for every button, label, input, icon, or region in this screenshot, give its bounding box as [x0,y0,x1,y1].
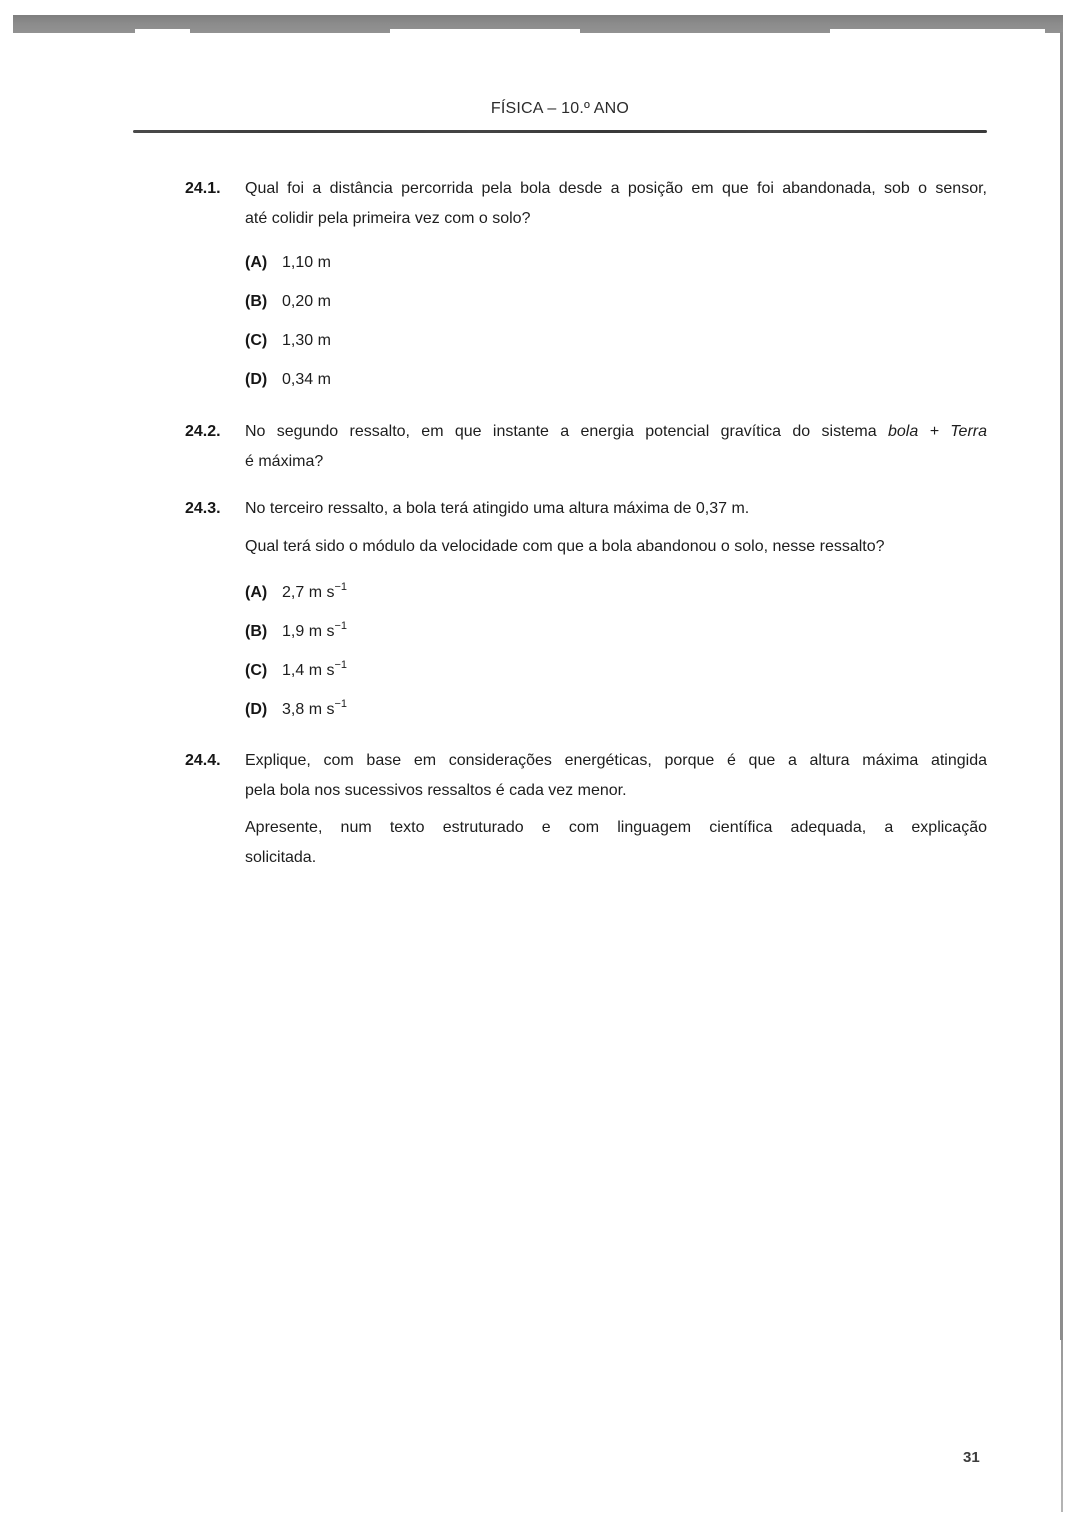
option-a [245,578,987,608]
option-value: 1,4 m s [282,662,335,679]
question-24-1-options [185,248,987,404]
question-text-line: Qual terá sido o módulo da velocidade com que a bola abandonou o solo, nesse ressalto? [245,538,885,555]
question-text-line: até colidir pela primeira vez com o solo? [245,210,531,227]
question-text-line: solicitada. [245,849,317,866]
question-text-line: Qual foi a distância percorrida pela bola desde a posição em que foi abandonada, sob o sensor, [245,180,987,197]
question-number: 24.2. [185,423,221,440]
question-24-1 [185,174,987,234]
question-number: 24.3. [185,500,221,517]
option-exponent: −1 [334,619,348,632]
question-text [245,494,987,524]
scan-bar-notch [135,29,190,33]
option-value: 1,9 m s [282,623,335,640]
question-text [245,746,987,806]
scan-right-edge-line [1061,1340,1063,1512]
scan-right-edge-line [1060,32,1063,1340]
option-d [245,695,987,725]
question-text-italic-segment: bola + Terra [887,423,988,440]
option-label: (C) [245,662,268,679]
question-24-2 [185,417,987,477]
option-b [245,287,987,317]
question-number: 24.4. [185,752,221,769]
question-24-4-followup [185,813,987,873]
option-value: 0,34 m [282,371,331,388]
option-label: (B) [245,623,268,640]
question-text-line: é máxima? [245,453,324,470]
question-text-segment: No segundo ressalto, em que instante a energia potencial gravítica do sistema [245,423,888,440]
question-text-line: pela bola nos sucessivos ressaltos é cada vez menor. [245,782,627,799]
option-value: 1,10 m [282,254,331,271]
question-text-line: No terceiro ressalto, a bola terá atingido uma altura máxima de 0,37 m. [245,500,750,517]
question-24-3-options [185,578,987,734]
scan-bar-notch [830,29,1045,33]
option-exponent: −1 [334,697,348,710]
option-label: (D) [245,701,268,718]
question-text-line: Apresente, num texto estruturado e com linguagem científica adequada, a explicação [245,819,987,836]
option-label: (C) [245,332,268,349]
question-text [245,417,987,477]
option-label: (A) [245,584,268,601]
question-number: 24.1. [185,180,221,197]
header-divider-rule [133,130,987,133]
page-number: 31 [963,1449,980,1466]
option-c [245,326,987,356]
option-exponent: −1 [334,658,348,671]
option-value: 1,30 m [282,332,331,349]
question-24-4 [185,746,987,806]
question-24-3-followup [185,532,987,562]
option-b [245,617,987,647]
option-label: (A) [245,254,268,271]
option-value: 2,7 m s [282,584,335,601]
option-value: 3,8 m s [282,701,335,718]
option-c [245,656,987,686]
question-text [245,813,987,873]
option-a [245,248,987,278]
option-value: 0,20 m [282,293,331,310]
option-d [245,365,987,395]
question-text-line: Explique, com base em considerações energéticas, porque é que a altura máxima atingida [245,752,987,769]
option-label: (B) [245,293,268,310]
question-text [245,532,987,562]
question-24-3 [185,494,987,524]
scan-bar-notch [390,29,580,33]
question-text [245,174,987,234]
page-header-title: FÍSICA – 10.º ANO [490,100,630,117]
question-text-line [245,417,987,447]
option-exponent: −1 [334,580,348,593]
option-label: (D) [245,371,268,388]
